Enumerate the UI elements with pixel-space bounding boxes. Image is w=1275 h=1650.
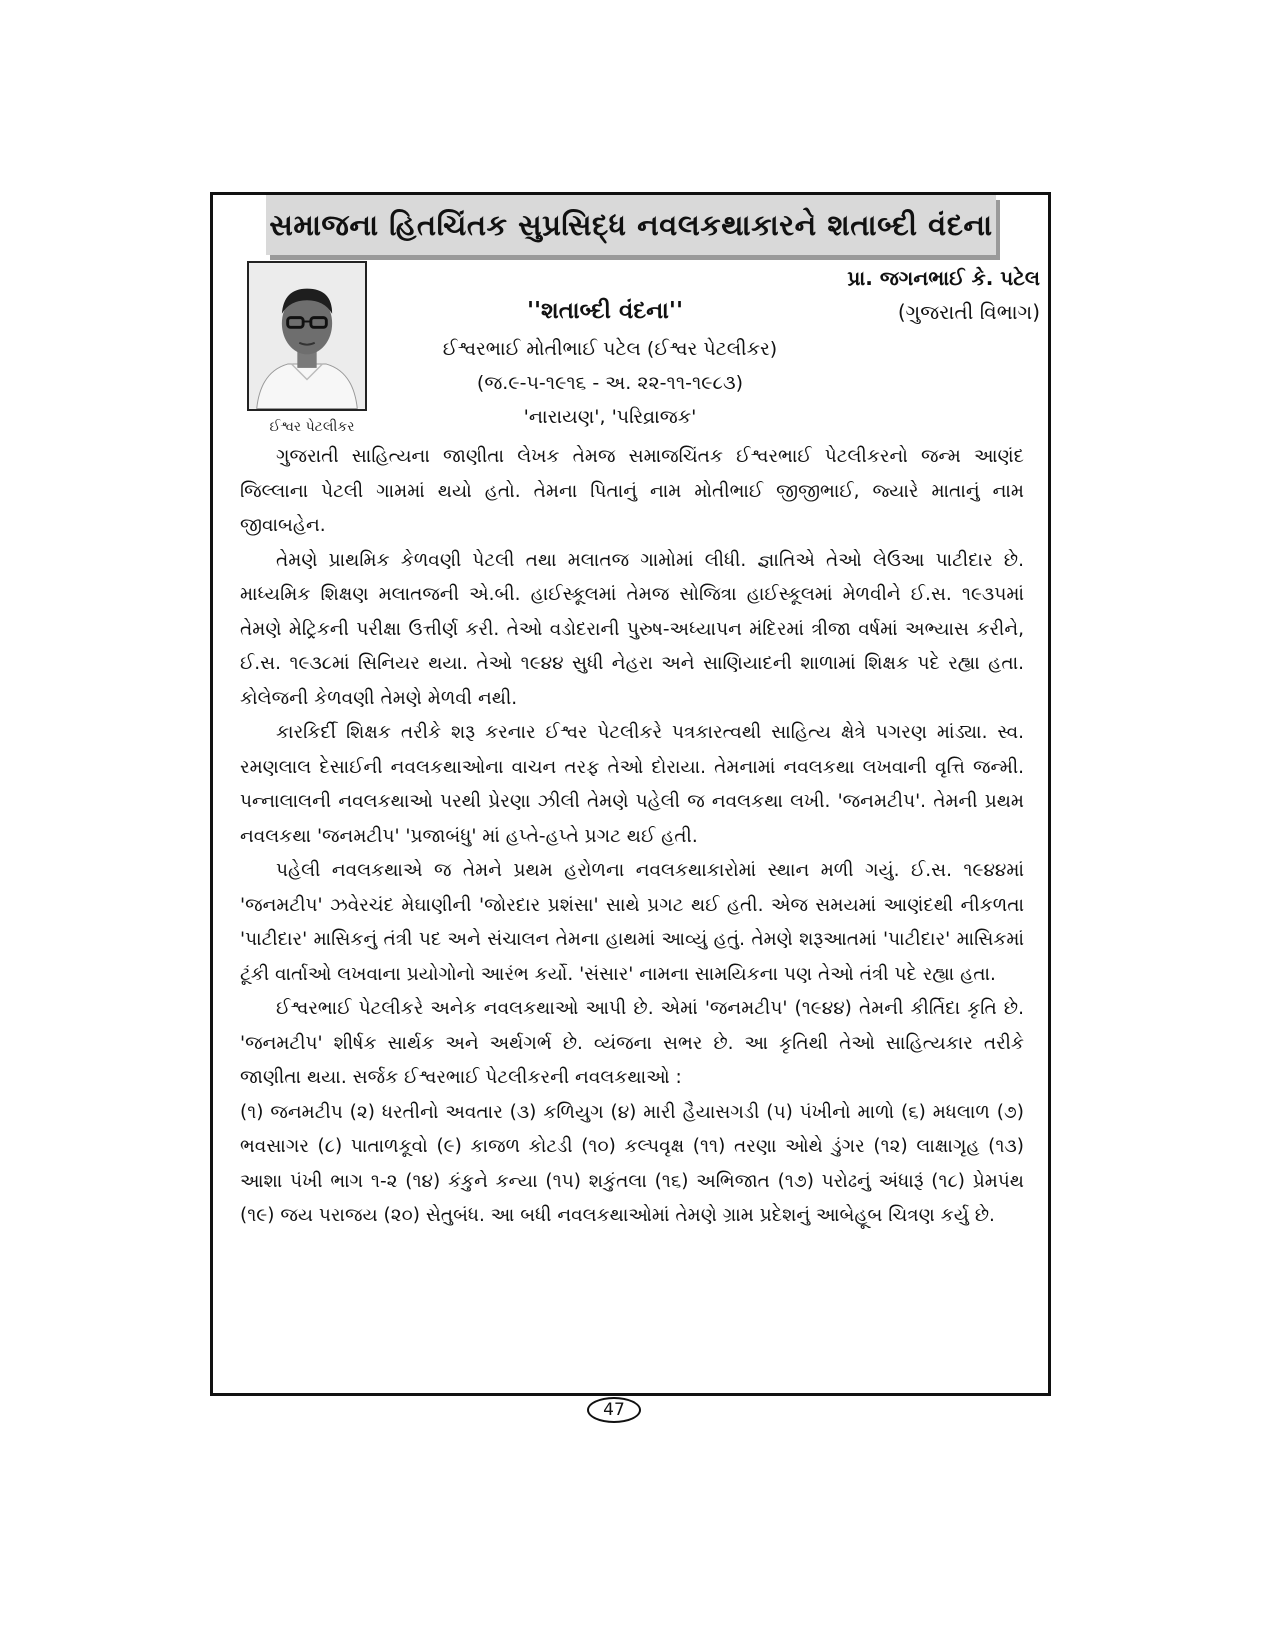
paragraph-novel-list: (૧) જનમટીપ (૨) ધરતીનો અવતાર (૩) કળિયુગ (૪) મારી હૈયાસગડી (૫) પંખીનો માળો (૬) મધલાળ (૭) ભવસાગર (૮) પાતાળકૂવો (૯) કાજળ કોટડી (૧૦) કલ્પવૃક્ષ (૧૧) તરણા ઓથે ડુંગર (૧૨) લાક્ષાગૃહ (૧૩) આશા પંખી ભાગ ૧-૨ (૧૪) કંકુને કન્યા (૧૫) શકુંતલા (૧૬) અભિજાત (૧૭) પરોઢનું અંધારૂં (૧૮) પ્રેમપંથ (૧૯) જય પરાજય (૨૦) સેતુબંધ. આ બધી નવલકથાઓમાં તેમણે ગ્રામ પ્રદેશનું આબેહૂબ ચિત્રણ કર્યુ છે. [240, 1101, 1024, 1226]
paragraph-birth: ગુજરાતી સાહિત્યના જાણીતા લેખક તેમજ સમાજચિંતક ઈશ્વરભાઈ પેટલીકરનો જન્મ આણંદ જિલ્લાના પેટલી ગામમાં થયો હતો. તેમના પિતાનું નામ મોતીભાઈ જીજીભાઈ, જ્યારે માતાનું નામ જીવાબહેન. [240, 446, 1024, 536]
author-department: (ગુજરાતી વિભાગ) [897, 300, 1040, 324]
page-number: 47 [587, 1397, 641, 1423]
paragraph-career: કારકિર્દી શિક્ષક તરીકે શરૂ કરનાર ઈશ્વર પેટલીકરે પત્રકારત્વથી સાહિત્ય ક્ષેત્રે પગરણ માંડ્યા. સ્વ. રમણલાલ દેસાઈની નવલકથાઓના વાચન તરફ તેઓ દોરાયા. તેમનામાં નવલકથા લખવાની વૃત્તિ જન્મી. પન્નાલાલની નવલકથાઓ પરથી પ્રેરણા ઝીલી તેમણે પહેલી જ નવલકથા લખી. 'જનમટીપ'. તેમની પ્રથમ નવલકથા 'જનમટીપ' 'પ્રજાબંધુ' માં હપ્તે-હપ્તે પ્રગટ થઈ હતી. [240, 722, 1024, 847]
subject-name: ઈશ્વરભાઈ મોતીભાઈ પટેલ (ઈશ્વર પેટલીકર) [442, 338, 778, 360]
photo-caption: ઈશ્વર પેટલીકર [269, 419, 355, 435]
paragraph-first-novel: પહેલી નવલકથાએ જ તેમને પ્રથમ હરોળના નવલકથાકારોમાં સ્થાન મળી ગયું. ઈ.સ. ૧૯૪૪માં 'જનમટીપ' ઝવેરચંદ મેઘાણીની 'જોરદાર પ્રશંસા' સાથે પ્રગટ થઈ હતી. એજ સમયમાં આણંદથી નીકળતા 'પાટીદાર' માસિકનું તંત્રી પદ અને સંચાલન તેમના હાથમાં આવ્યું હતું. તેમણે શરૂઆતમાં 'પાટીદાર' માસિકમાં ટૂંકી વાર્તાઓ લખવાના પ્રયોગોનો આરંભ કર્યો. 'સંસાર' નામના સામયિકના પણ તેઓ તંત્રી પદે રહ્યા હતા. [240, 860, 1024, 985]
article-title: ''શતાબ્દી વંદના'' [526, 298, 684, 324]
article-body [240, 440, 1024, 1234]
author-portrait [247, 261, 367, 411]
paragraph-works: ઈશ્વરભાઈ પેટલીકરે અનેક નવલકથાઓ આપી છે. એમાં 'જનમટીપ' (૧૯૪૪) તેમની કીર્તિદા કૃતિ છે. 'જનમટીપ' શીર્ષક સાર્થક અને અર્થગર્ભ છે. વ્યંજના સભર છે. આ કૃતિથી તેઓ સાહિત્યકાર તરીકે જાણીતા થયા. સર્જક ઈશ્વરભાઈ પેટલીકરની નવલકથાઓ : [240, 998, 1024, 1088]
author-name: પ્રા. જગનભાઈ કે. પટેલ [847, 266, 1040, 290]
paragraph-education: તેમણે પ્રાથમિક કેળવણી પેટલી તથા મલાતજ ગામોમાં લીધી. જ્ઞાતિએ તેઓ લેઉઆ પાટીદાર છે. માધ્યમિક શિક્ષણ મલાતજની એ.બી. હાઈસ્કૂલમાં તેમજ સોજિત્રા હાઈસ્કૂલમાં મેળવીને ઈ.સ. ૧૯૩૫માં તેમણે મેટ્રિકની પરીક્ષા ઉત્તીર્ણ કરી. તેઓ વડોદરાની પુરુષ-અધ્યાપન મંદિરમાં ત્રીજા વર્ષમાં અભ્યાસ કરીને, ઈ.સ. ૧૯૩૮માં સિનિયર થયા. તેઓ ૧૯૪૪ સુધી નેહરા અને સાણિયાદની શાળામાં શિક્ષક પદે રહ્યા હતા. કોલેજની કેળવણી તેમણે મેળવી નથી. [240, 549, 1024, 709]
pen-names: 'નારાયણ', 'પરિવ્રાજક' [523, 406, 697, 428]
portrait-image [249, 263, 365, 409]
banner-title: સમાજના હિતચિંતક સુપ્રસિદ્ધ નવલકથાકારને શતાબ્દી વંદના [266, 195, 996, 255]
subject-dates: (જ.૯-૫-૧૯૧૬ - અ. ૨૨-૧૧-૧૯૮૩) [476, 372, 744, 394]
